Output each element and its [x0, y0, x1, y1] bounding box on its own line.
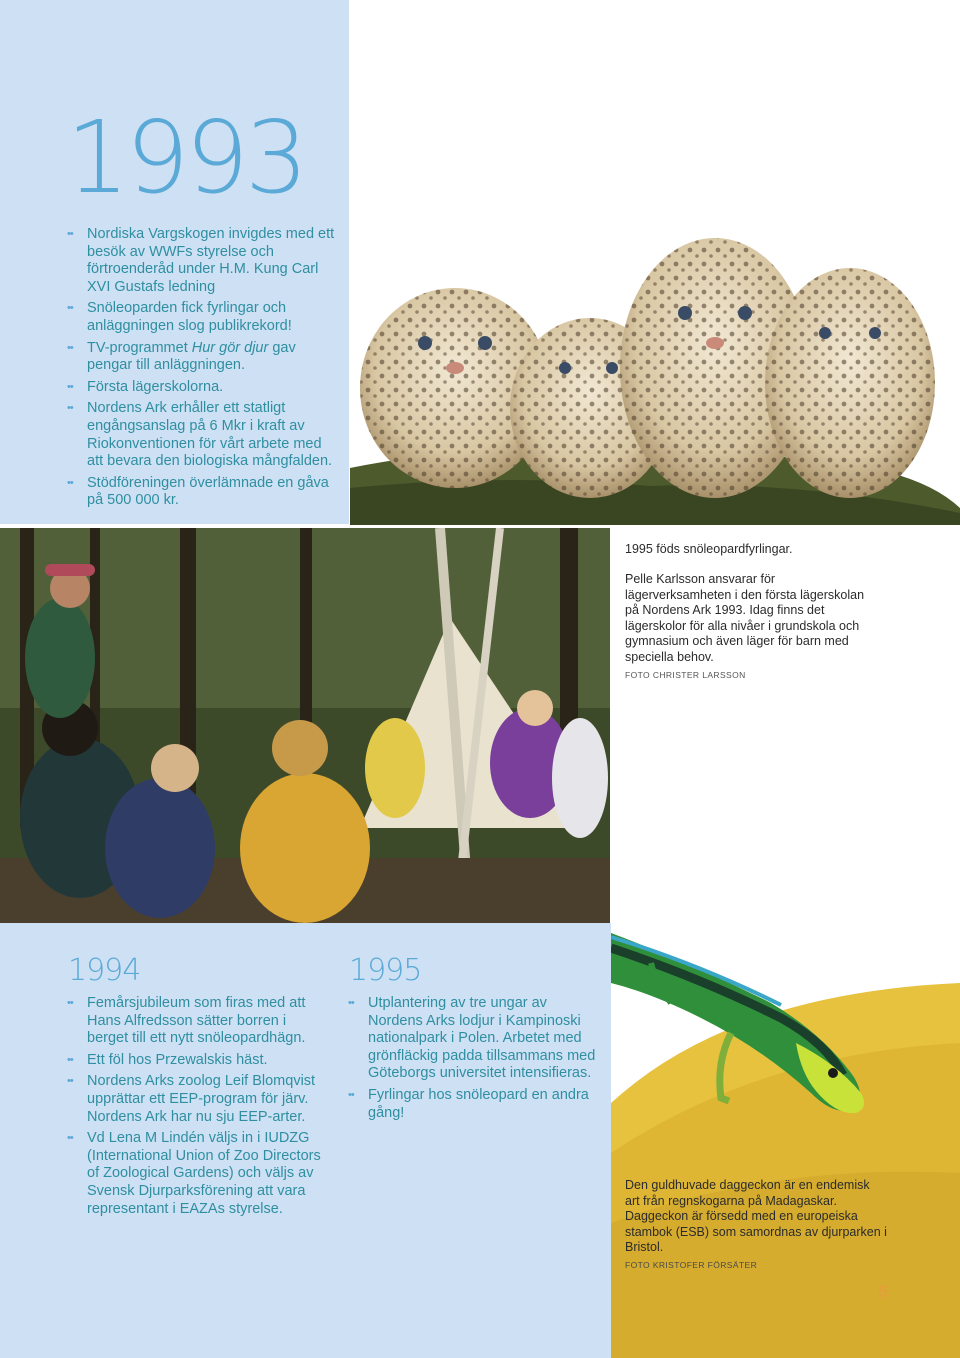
camp-photo	[0, 528, 610, 923]
list-item	[67, 379, 337, 397]
list-item-text: Femårsjubileum som firas med att Hans Alfredsson sätter borren i berget till ett nytt snöleopardhägn.	[87, 995, 306, 1047]
year-1993: 1993	[66, 99, 305, 216]
caption-camp-text: Pelle Karlsson ansvarar för lägerverksamheten i den första lägerskolan på Nordens Ark 1993. Idag finns det lägerskolor för alla nivåer i grundskola och gymnasium och även läger för barn med speciella behov.	[625, 572, 865, 664]
list-item-text: Utplantering av tre ungar av Nordens Arks lodjur i Kampinoski nationalpark i Polen. Arbetet med grönfläckig padda tillsammans med Göteborgs universitet intensifieras.	[368, 995, 596, 1082]
photo-credit-gecko: FOTO KRISTOFER FÖRSÄTER	[625, 1259, 758, 1270]
list-item	[348, 1087, 598, 1122]
list-item-text: Nordiska Vargskogen invigdes med ett besök av WWFs styrelse och förtroenderåd under H.M. Kung Carl XVI Gustafs ledning	[87, 226, 335, 295]
list-item-text: Nordens Arks zoolog Leif Blomqvist upprättar ett EEP-program för järv. Nordens Ark har nu sju EEP-arter.	[87, 1073, 316, 1125]
list-item-text: Stödföreningen överlämnade en gåva på 500 000 kr.	[87, 474, 329, 509]
list-1994	[67, 995, 329, 1222]
list-item-text: gav pengar till anläggningen.	[87, 339, 296, 374]
list-item-text: Snöleoparden fick fyrlingar och anläggningen slog publikrekord!	[87, 300, 292, 334]
list-1995	[348, 995, 598, 1126]
list-item	[67, 300, 337, 335]
list-item-text: Vd Lena M Lindén väljs in i IUDZG (International Union of Zoo Directors of Zoological Gardens) och väljs av Svensk Djurparksförening att vara representant i EAZAs styrelse.	[87, 1130, 321, 1217]
list-item	[67, 400, 337, 470]
caption-camp	[625, 572, 865, 680]
list-item	[348, 995, 598, 1083]
photo-credit-camp: FOTO CHRISTER LARSSON	[625, 669, 746, 680]
list-item	[67, 226, 337, 296]
list-item-text: Första lägerskolorna.	[87, 378, 224, 395]
year-1994: 1994	[68, 953, 141, 988]
page-number: 5	[878, 1282, 888, 1301]
list-item-text: Nordens Ark erhåller ett statligt engångsanslag på 6 Mkr i kraft av Riokonventionen för vårt arbete med att bevara den biologiska mångfalden.	[87, 400, 333, 470]
list-item	[67, 1052, 329, 1070]
list-item	[67, 475, 337, 510]
caption-gecko-text: Den guldhuvade daggeckon är en endemisk art från regnskogarna på Madagaskar. Daggeckon är försedd med en europeiska stambok (ESB) som samordnas av djurparken i Bristol.	[625, 1178, 887, 1255]
list-item-text: Fyrlingar hos snöleopard en andra gång!	[368, 1086, 589, 1121]
list-item-text: Ett föl hos Przewalskis häst.	[87, 1051, 268, 1068]
list-item	[67, 1130, 329, 1218]
list-item	[67, 1073, 329, 1126]
caption-snow-leopard: 1995 föds snöleopardfyrlingar.	[625, 542, 793, 556]
list-1993	[67, 226, 337, 514]
snow-leopard-photo	[350, 218, 960, 525]
list-item	[67, 340, 337, 375]
gecko-photo	[611, 923, 960, 1358]
list-item-text: TV-programmet	[87, 339, 192, 356]
caption-gecko	[625, 1178, 887, 1270]
list-item	[67, 995, 329, 1048]
year-1995: 1995	[349, 953, 422, 988]
list-item-emphasis: Hur gör djur	[191, 339, 269, 356]
